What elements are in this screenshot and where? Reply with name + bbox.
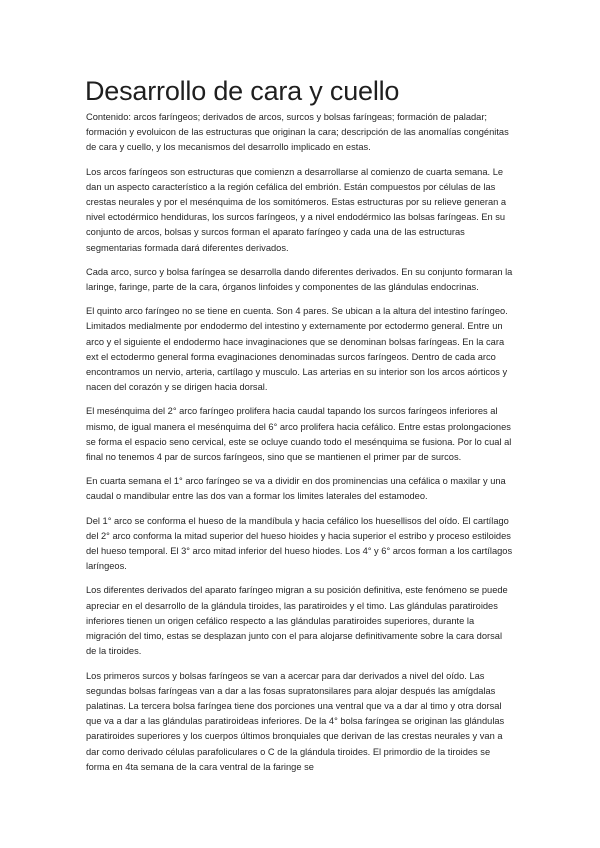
paragraph: Cada arco, surco y bolsa faríngea se desarrolla dando diferentes derivados. En su conjunto formaran la laringe, faringe, parte de la cara, órganos linfoides y componentes de las glándulas endocrinas. [86, 266, 513, 293]
paragraph: El quinto arco faríngeo no se tiene en cuenta. Son 4 pares. Se ubican a la altura del intestino faríngeo. Limitados medialmente por endodermo del intestino y externamente por ectodermo general. Entre un arco y el siguiente el endodermo hace invaginaciones que se denominan bolsas faríngeas. En la cara ext el ectodermo general forma evaginaciones denominadas surcos faríngeos. Dentro de cada arco encontramos un nervio, arteria, cartílago y musculo. Las arterias en su interior son los arcos aórticos y nacen del corazón y se dirigen hacia dorsal. [86, 306, 508, 393]
paragraph: Del 1° arco se conforma el hueso de la mandíbula y hacia cefálico los huesellisos del oído. El cartílago del 2° arco conforma la mitad superior del hueso hioides y hacia superior el estribo y proceso estiloides del hueso temporal. El 3° arco mitad inferior del hueso hiodes. Los 4° y 6° arcos forman a los cartílagos laríngeos. [86, 515, 513, 572]
document-title: Desarrollo de cara y cuello [85, 76, 400, 106]
paragraph: Los arcos faríngeos son estructuras que comienzn a desarrollarse al comienzo de cuarta semana. Le dan un aspecto característico a la región cefálica del embrión. Están compuestos por células de las crestas neurales y por el mesénquima de los somitómeros. Estas estructuras por su relieve generan a nivel ectodérmico hendiduras, los surcos faríngeos, y a nivel endodérmico las bolsas faríngeas. En su conjunto de arcos, bolsas y surcos forman el aparato faríngeo y cada una de las estructuras segmentarias formada dará diferentes derivados. [86, 166, 507, 253]
paragraph: Los primeros surcos y bolsas faríngeos se van a acercar para dar derivados a nivel del oído. Las segundas bolsas faríngeas van a dar a las fosas supratonsilares para alojar después las amígdalas palatinas. La tercera bolsa faríngea tiene dos porciones una ventral que va a dar al timo y otra dorsal que va a dar a las glándulas paratiroideas inferiores. De la 4° bolsa faríngea se originan las glándulas paratiroides superiores y los cuerpos últimos bronquiales que derivan de las crestas neurales y van a dar como derivado células parafoliculares o C de la glándula tiroides. El primordio de la tiroides se forma en 4ta semana de la cara ventral de la faringe se [86, 670, 505, 772]
paragraph: En cuarta semana el 1° arco faríngeo se va a dividir en dos prominencias una cefálica o maxilar y una caudal o mandibular entre las dos van a formar los limites laterales del estamodeo. [86, 476, 506, 502]
paragraph: El mesénquima del 2° arco faríngeo prolifera hacia caudal tapando los surcos faríngeos inferiores al mismo, de igual manera el mesénquima del 6° arco prolifera hacia cefálico. Entre estas prolongaciones se forma el espacio seno cervical, este se ocluye cuando todo el mesénquima se fusiona. Por lo cual al final no tenemos 4 par de surcos faríngeos, sino que se mantienen el primer par de surcos. [86, 406, 512, 463]
paragraph: Los diferentes derivados del aparato faríngeo migran a su posición definitiva, este fenómeno se puede apreciar en el desarrollo de la glándula tiroides, las paratiroides y el timo. Las glándulas paratiroides inferiores tienen un origen cefálico respecto a las glándulas paratiroides superiores, durante la migración del timo, estas se desplazan junto con el para alojarse definitivamente sobre la cara dorsal de la tiroides. [86, 585, 508, 657]
paragraph-contents: Contenido: arcos faríngeos; derivados de arcos, surcos y bolsas faríngeas; formación de paladar; formación y evoluicon de las estructuras que originan la cara; descripción de las anomalías congénitas de cara y cuello, y los mecanismos del desarrollo implicado en estas. [86, 112, 509, 153]
